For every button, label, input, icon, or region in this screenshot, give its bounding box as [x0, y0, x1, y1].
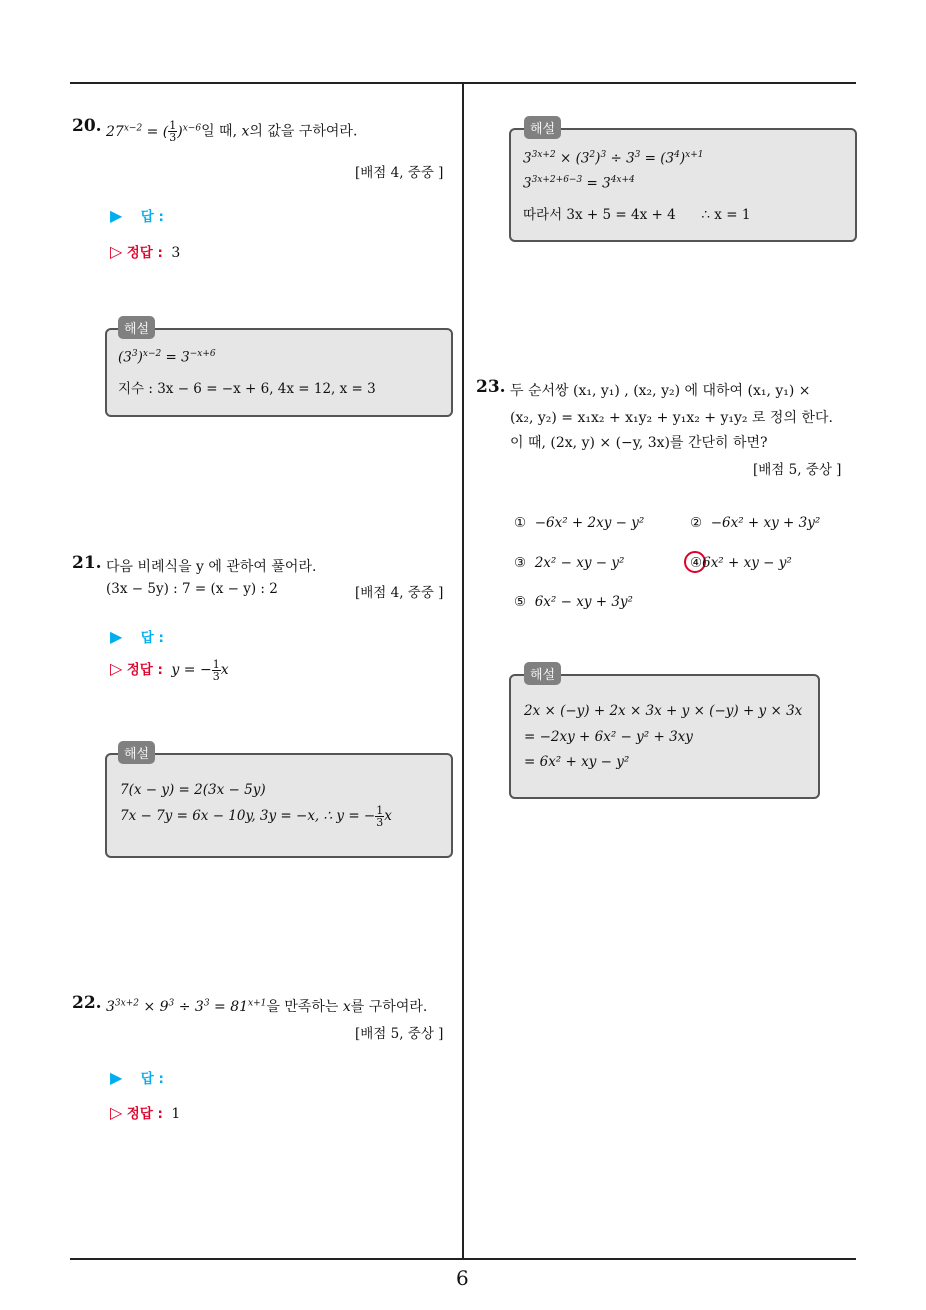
q23-choice-4[interactable]	[690, 555, 792, 571]
q21-correct-row	[110, 658, 229, 682]
q23-choice-1[interactable]	[514, 515, 644, 531]
q22-answer-label: 답 :	[140, 1071, 164, 1087]
q21-correct-label: 정답 :	[126, 662, 163, 678]
choice-mark: ③	[514, 555, 527, 571]
choice-text: 6x² + xy − y²	[702, 555, 792, 571]
choice-text: −6x² + xy + 3y²	[710, 515, 821, 531]
q22-solution-tag: 해설	[524, 116, 561, 139]
q22-correct-value: 1	[171, 1106, 181, 1122]
q21-solution-line-1: 7(x − y) = 2(3x − 5y)	[120, 782, 266, 798]
q20-number: 20.	[72, 116, 102, 136]
q21-solution-tag: 해설	[118, 741, 155, 764]
choice-mark: ④	[690, 555, 703, 571]
q20-solution-line-2: 지수 : 3x − 6 = −x + 6, 4x = 12, x = 3	[118, 381, 376, 397]
q23-choice-5[interactable]	[514, 594, 633, 610]
choice-text: 2x² − xy − y²	[534, 555, 625, 571]
q21-answer-row[interactable]	[110, 626, 164, 646]
q22-correct-label: 정답 :	[126, 1106, 163, 1122]
choice-mark: ⑤	[514, 594, 527, 610]
q21-number: 21.	[72, 553, 102, 573]
q23-choice-3[interactable]	[514, 555, 624, 571]
outline-arrow-icon: ▷	[110, 242, 123, 261]
q23-solution-line-1: 2x × (−y) + 2x × 3x + y × (−y) + y × 3x	[524, 703, 803, 719]
q20-correct-label: 정답 :	[126, 245, 163, 261]
outline-arrow-icon: ▷	[110, 1103, 123, 1122]
play-arrow-icon: ▶	[110, 1068, 123, 1087]
q22-solution-line-3: 따라서 3x + 5 = 4x + 4 ∴ x = 1	[523, 207, 751, 223]
q20-answer-row[interactable]	[110, 205, 164, 225]
q21-correct-value: y = − $\frac{1}{3}$ x	[171, 657, 229, 683]
choice-text: −6x² + 2xy − y²	[534, 515, 645, 531]
play-arrow-icon: ▶	[110, 627, 123, 646]
q23-line-3: 이 때, (2x, y) × (−y, 3x)를 간단히 하면?	[510, 435, 768, 451]
q23-line-1: 두 순서쌍 (x₁, y₁) , (x₂, y₂) 에 대하여 (x₁, y₁) ×	[510, 383, 811, 399]
q23-solution-line-2: = −2xy + 6x² − y² + 3xy	[524, 729, 693, 745]
q22-number: 22.	[72, 993, 102, 1013]
q22-score: [배점 5, 중상 ]	[355, 1026, 444, 1042]
q23-solution-line-3: = 6x² + xy − y²	[524, 754, 630, 770]
q22-answer-row[interactable]	[110, 1067, 164, 1087]
q20-solution-box	[105, 328, 453, 417]
q20-correct-value: 3	[171, 245, 181, 261]
q20-score: [배점 4, 중중 ]	[355, 165, 444, 181]
q23-score: [배점 5, 중상 ]	[753, 462, 842, 478]
q21-expression: (3x − 5y) : 7 = (x − y) : 2	[106, 581, 278, 597]
play-arrow-icon: ▶	[110, 206, 123, 225]
q20-text: $27^{x-2}$ = ( $\frac{1}{3}$ )$^{x-6}$일 때, x의 값을 구하여라.	[106, 119, 358, 144]
q23-choice-2[interactable]	[690, 515, 820, 531]
q23-solution-tag: 해설	[524, 662, 561, 685]
q20-answer-label: 답 :	[140, 209, 164, 225]
column-divider	[462, 84, 464, 1259]
q21-solution-line-2: 7x − 7y = 6x − 10y, 3y = −x, ∴ y = − $\frac{1}{3}$ x	[120, 804, 392, 829]
q21-text: 다음 비례식을 y 에 관하여 풀어라.	[106, 559, 317, 575]
q22-text: $3^{3x+2} \times 9^3 \div 3^3 = 81^{x+1}$을 만족하는 x를 구하여라.	[106, 998, 428, 1015]
q22-correct-row	[110, 1102, 180, 1122]
q21-score: [배점 4, 중중 ]	[355, 585, 444, 601]
q20-solution-line-1: $(3^3)^{x-2} = 3^{-x+6}$	[118, 349, 216, 366]
q20-correct-row	[110, 241, 180, 261]
q20-solution-tag: 해설	[118, 316, 155, 339]
page-number: 6	[456, 1266, 469, 1290]
choice-text: 6x² − xy + 3y²	[534, 594, 633, 610]
bottom-rule	[70, 1258, 856, 1260]
q23-number: 23.	[476, 377, 506, 397]
choice-mark: ①	[514, 515, 527, 531]
choice-mark: ②	[690, 515, 703, 531]
q21-answer-label: 답 :	[140, 630, 164, 646]
q22-solution-line-2: $3^{3x+2+6-3} = 3^{4x+4}$	[523, 175, 635, 192]
q22-solution-line-1: $3^{3x+2} \times (3^2)^3 \div 3^3 = (3^4)^{x+1}$	[523, 150, 704, 167]
q23-line-2: (x₂, y₂) = x₁x₂ + x₁y₂ + y₁x₂ + y₁y₂ 로 정의 한다.	[510, 410, 833, 426]
outline-arrow-icon: ▷	[110, 659, 123, 678]
